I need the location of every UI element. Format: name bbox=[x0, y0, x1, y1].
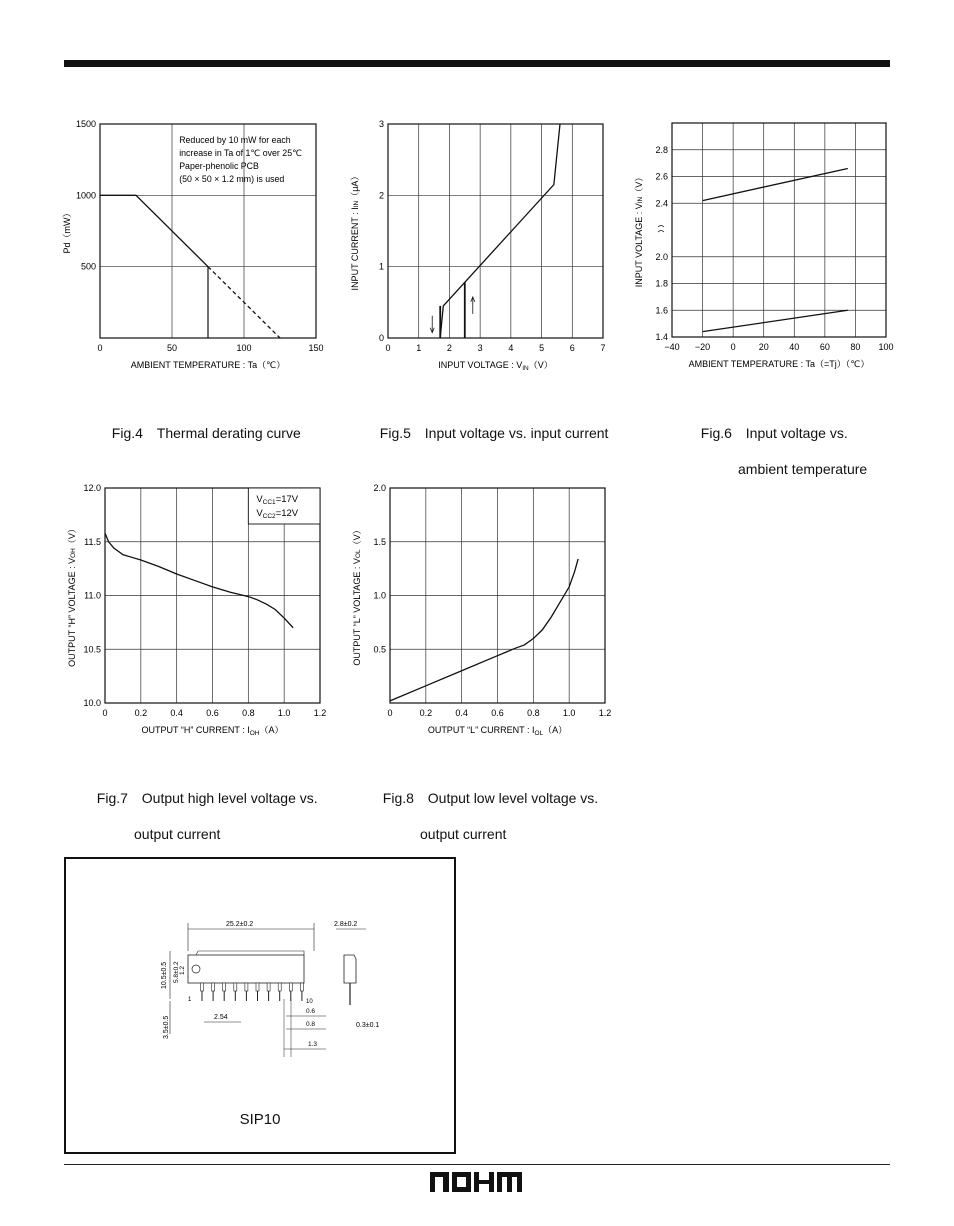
header-rule bbox=[64, 60, 890, 67]
caption-title: Output low level voltage vs. bbox=[427, 790, 599, 806]
series-line bbox=[703, 310, 848, 331]
series-line bbox=[105, 533, 293, 628]
x-axis-label: OUTPUT “L” CURRENT : $I_{OL}(A)$ bbox=[427, 725, 568, 737]
chart-fig4-svg bbox=[60, 110, 350, 390]
package-outline-box bbox=[64, 857, 456, 1154]
caption-title-line2: output current bbox=[420, 826, 507, 842]
dim-upper: 1.2 bbox=[179, 965, 186, 975]
caption-number: Fig.4 bbox=[111, 425, 143, 441]
caption-title-line2: ambient temperature bbox=[738, 461, 868, 477]
y-axis-label: OUTPUT “H” VOLTAGE : VOH（V） bbox=[67, 524, 77, 667]
package-lead bbox=[256, 983, 259, 991]
plot-frame bbox=[388, 124, 603, 338]
caption-number: Fig.6 bbox=[700, 425, 732, 441]
x-axis-label: AMBIENT TEMPERATURE : Ta（=Tj）（℃） bbox=[688, 359, 870, 369]
y-tick-label: 0.5 bbox=[373, 644, 386, 655]
y-tick-label: 500 bbox=[80, 261, 96, 272]
dim-lead-w2: 0.8 bbox=[306, 1021, 316, 1028]
package-side-view bbox=[344, 955, 356, 983]
fig5-plot bbox=[350, 119, 606, 372]
dim-body-height: 5.8±0.2 bbox=[173, 961, 180, 983]
x-tick-label: 100 bbox=[878, 342, 894, 352]
x-tick-label: 80 bbox=[850, 342, 861, 352]
series-line bbox=[440, 124, 560, 338]
x-tick-label: 150 bbox=[308, 343, 324, 353]
x-tick-label: 0.4 bbox=[455, 708, 468, 718]
x-axis-label: INPUT VOLTAGE : $V_{IN}(V)$ bbox=[438, 360, 553, 372]
y-tick-label: 11.5 bbox=[84, 536, 101, 547]
chart-fig8-svg bbox=[345, 478, 635, 758]
caption-title: Input voltage vs. bbox=[745, 425, 848, 441]
condition-text: $V_{CC1}=17V$ bbox=[256, 494, 299, 506]
x-tick-label: 2 bbox=[446, 343, 452, 353]
x-tick-label: 0 bbox=[385, 343, 391, 353]
y-axis-label: INPUT CURRENT : IIN（μA） bbox=[350, 171, 360, 291]
y-axis-label: OUTPUT “L” VOLTAGE : VOL（V） bbox=[352, 525, 362, 666]
y-tick-label: 11.0 bbox=[84, 590, 101, 601]
caption-title: Output high level voltage vs. bbox=[141, 790, 318, 806]
x-tick-label: 60 bbox=[819, 342, 830, 352]
y-tick-label: 2.8 bbox=[655, 144, 668, 155]
chart-fig5-svg bbox=[345, 110, 625, 390]
footer-rule bbox=[64, 1164, 890, 1165]
fig8-plot bbox=[352, 483, 611, 737]
fig6-plot bbox=[634, 123, 894, 369]
x-tick-label: 0 bbox=[97, 343, 103, 353]
package-lead bbox=[278, 983, 281, 991]
dim-total-height: 10.5±0.5 bbox=[161, 961, 168, 989]
fig4-plot bbox=[62, 119, 324, 370]
package-drawing bbox=[66, 859, 454, 1099]
x-tick-label: 0.6 bbox=[491, 708, 504, 718]
y-axis-label: INPUT VOLTAGE : VIN（V） bbox=[634, 172, 644, 288]
pin10-label: 10 bbox=[306, 999, 313, 1005]
x-tick-label: 0 bbox=[102, 708, 108, 718]
x-tick-label: 5 bbox=[539, 343, 545, 353]
package-body-top bbox=[196, 951, 304, 955]
caption-number: Fig.7 bbox=[96, 790, 128, 806]
y-tick-label: 1.0 bbox=[373, 590, 386, 601]
y-tick-label: 12.0 bbox=[83, 483, 101, 493]
y-tick-label: 2.6 bbox=[655, 171, 668, 182]
series-line bbox=[390, 559, 578, 701]
caption-title: Thermal derating curve bbox=[156, 425, 301, 441]
x-tick-label: 1.0 bbox=[277, 708, 291, 718]
caption-number: Fig.5 bbox=[379, 425, 411, 441]
dim-lead-w3: 1.3 bbox=[308, 1041, 318, 1048]
plot-frame bbox=[672, 123, 886, 337]
chart-fig8 bbox=[345, 478, 635, 758]
caption-fig7 bbox=[89, 771, 318, 861]
chart-fig7 bbox=[60, 478, 350, 758]
x-tick-label: 3 bbox=[477, 343, 483, 353]
package-lead bbox=[201, 983, 204, 991]
x-axis-label: OUTPUT “H” CURRENT : $I_{OH}(A)$ bbox=[141, 725, 284, 737]
dim-length: 25.2±0.2 bbox=[226, 921, 254, 928]
x-axis-label: AMBIENT TEMPERATURE : Ta（℃） bbox=[130, 360, 286, 370]
y-tick-label: 2.4 bbox=[655, 198, 668, 209]
package-lead bbox=[245, 983, 248, 991]
rohm-logo-mark bbox=[428, 1170, 524, 1194]
x-tick-label: 1.2 bbox=[598, 708, 612, 718]
chart-fig7-svg bbox=[60, 478, 350, 758]
x-tick-label: 50 bbox=[166, 343, 178, 353]
chart-fig5 bbox=[345, 110, 625, 390]
x-tick-label: 0.8 bbox=[242, 708, 255, 718]
package-lead bbox=[289, 983, 292, 991]
package-lead bbox=[300, 983, 303, 991]
x-tick-label: 4 bbox=[508, 343, 514, 353]
package-name: SIP10 bbox=[239, 1111, 281, 1128]
caption-fig5 bbox=[372, 406, 608, 442]
x-tick-label: 1.0 bbox=[562, 708, 576, 718]
caption-fig8 bbox=[375, 771, 598, 861]
dim-pitch: 2.54 bbox=[214, 1014, 228, 1021]
dim-lead-thickness: 0.3±0.1 bbox=[356, 1022, 380, 1029]
x-tick-label: 100 bbox=[236, 343, 252, 353]
axis-break-icon bbox=[658, 226, 664, 233]
dim-lead-w1: 0.6 bbox=[306, 1008, 316, 1015]
annotation-text: increase in Ta of 1℃ over 25℃ bbox=[179, 148, 302, 158]
package-body bbox=[188, 955, 304, 983]
x-tick-label: 7 bbox=[600, 343, 606, 353]
x-tick-label: −20 bbox=[694, 342, 711, 352]
y-tick-label: 1.5 bbox=[373, 536, 386, 547]
x-tick-label: 0.2 bbox=[134, 708, 148, 718]
y-tick-label: 1.4 bbox=[655, 332, 668, 342]
y-tick-label: 1500 bbox=[75, 119, 96, 129]
package-lead bbox=[212, 983, 215, 991]
y-tick-label: 2.0 bbox=[373, 483, 386, 493]
annotation-text: Paper-phenolic PCB bbox=[179, 161, 259, 171]
x-tick-label: 0 bbox=[730, 342, 736, 352]
x-tick-label: −40 bbox=[664, 342, 680, 352]
annotation-text: Reduced by 10 mW for each bbox=[179, 135, 291, 145]
fig7-plot bbox=[67, 483, 326, 737]
x-tick-label: 0.2 bbox=[419, 708, 433, 718]
caption-number: Fig.8 bbox=[382, 790, 414, 806]
y-tick-label: 3 bbox=[378, 119, 384, 129]
y-tick-label: 2.0 bbox=[655, 251, 668, 262]
package-leads bbox=[201, 983, 304, 1001]
y-tick-label: 0 bbox=[378, 333, 384, 343]
x-tick-label: 0.6 bbox=[206, 708, 219, 718]
x-tick-label: 6 bbox=[569, 343, 575, 353]
y-tick-label: 1 bbox=[378, 261, 384, 272]
chart-fig4 bbox=[60, 110, 350, 390]
package-lead bbox=[234, 983, 237, 991]
series-line bbox=[703, 168, 848, 200]
caption-fig6 bbox=[693, 406, 867, 496]
caption-title-line2: output current bbox=[134, 826, 221, 842]
chart-fig6 bbox=[630, 110, 930, 390]
y-axis-label: Pd（mW） bbox=[62, 208, 72, 254]
x-tick-label: 40 bbox=[789, 342, 800, 352]
y-tick-label: 10.0 bbox=[83, 698, 101, 708]
rohm-logo bbox=[428, 1170, 524, 1194]
y-tick-label: 1000 bbox=[75, 190, 96, 201]
dim-thickness: 2.8±0.2 bbox=[334, 921, 358, 928]
x-tick-label: 0.8 bbox=[527, 708, 540, 718]
series-line bbox=[100, 195, 208, 266]
x-tick-label: 0 bbox=[387, 708, 393, 718]
y-tick-label: 2 bbox=[378, 190, 384, 201]
x-tick-label: 20 bbox=[758, 342, 769, 352]
y-tick-label: 1.6 bbox=[655, 305, 668, 316]
package-lead bbox=[223, 983, 226, 991]
pin1-label: 1 bbox=[188, 997, 192, 1003]
x-tick-label: 1.2 bbox=[313, 708, 327, 718]
x-tick-label: 0.4 bbox=[170, 708, 183, 718]
dim-lead-length: 3.5±0.5 bbox=[163, 1015, 170, 1039]
condition-text: $V_{CC2}=12V$ bbox=[256, 508, 299, 520]
x-tick-label: 1 bbox=[416, 343, 422, 353]
annotation-text: (50 × 50 × 1.2 mm) is used bbox=[179, 174, 285, 184]
caption-title: Input voltage vs. input current bbox=[424, 425, 609, 441]
y-tick-label: 10.5 bbox=[83, 644, 101, 655]
y-tick-label: 1.8 bbox=[655, 278, 668, 289]
caption-fig4 bbox=[104, 406, 301, 442]
package-lead bbox=[267, 983, 270, 991]
chart-fig6-svg bbox=[630, 110, 930, 390]
